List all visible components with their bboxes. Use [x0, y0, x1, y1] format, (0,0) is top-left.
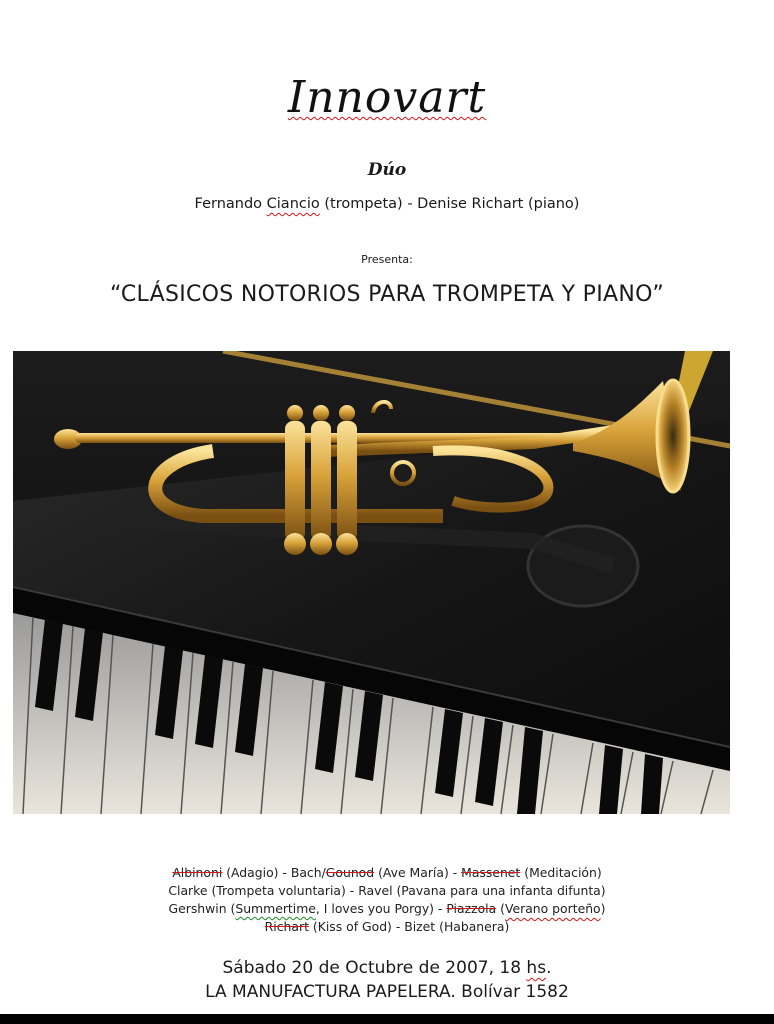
show-title: “CLÁSICOS NOTORIOS PARA TROMPETA Y PIANO”: [109, 282, 665, 307]
composer-piazzola: Piazzola: [446, 901, 497, 916]
performer-1-role: (trompeta): [319, 196, 403, 212]
trumpet-on-piano-illustration: [13, 351, 730, 814]
program-line: Albinoni (Adagio) - Bach/Gounod (Ave María) - Massenet (Meditación): [172, 865, 602, 880]
composer-massenet: Massenet: [461, 865, 521, 880]
composer-richart: Richart: [264, 919, 309, 934]
composer-albinoni: Albinoni: [172, 865, 223, 880]
title-text: Innovart: [287, 72, 487, 123]
page-title: [0, 72, 774, 123]
program-line: Clarke (Trompeta voluntaria) - Ravel (Pavana para una infanta difunta): [168, 883, 606, 898]
performer-1-name: Fernando: [194, 196, 267, 212]
program-line: Gershwin (Summertime, I loves you Porgy) - Piazzola (Verano porteño): [168, 901, 606, 916]
program-line: Richart (Kiss of God) - Bizet (Habanera): [264, 919, 510, 934]
performer-separator: -: [402, 196, 418, 212]
presents-label: Presenta:: [361, 253, 413, 266]
program-list: [0, 864, 774, 936]
event-date: Sábado 20 de Octubre de 2007, 18 hs.: [222, 958, 552, 978]
page-bottom-border: [0, 1014, 774, 1024]
date-hours-abbrev: hs: [526, 958, 547, 978]
performer-2: Denise Richart (piano): [417, 196, 580, 212]
performer-1-surname: Ciancio: [266, 196, 320, 212]
event-venue: LA MANUFACTURA PAPELERA. Bolívar 1582: [205, 982, 569, 1002]
work-verano-porteno: Verano porteño: [504, 901, 601, 916]
composer-gounod: Gounod: [325, 865, 375, 880]
duo-subtitle: Dúo: [367, 160, 407, 180]
performers-line: [0, 196, 774, 212]
trumpet-on-piano-image: [13, 351, 730, 814]
work-summertime: Summertime: [235, 901, 316, 916]
